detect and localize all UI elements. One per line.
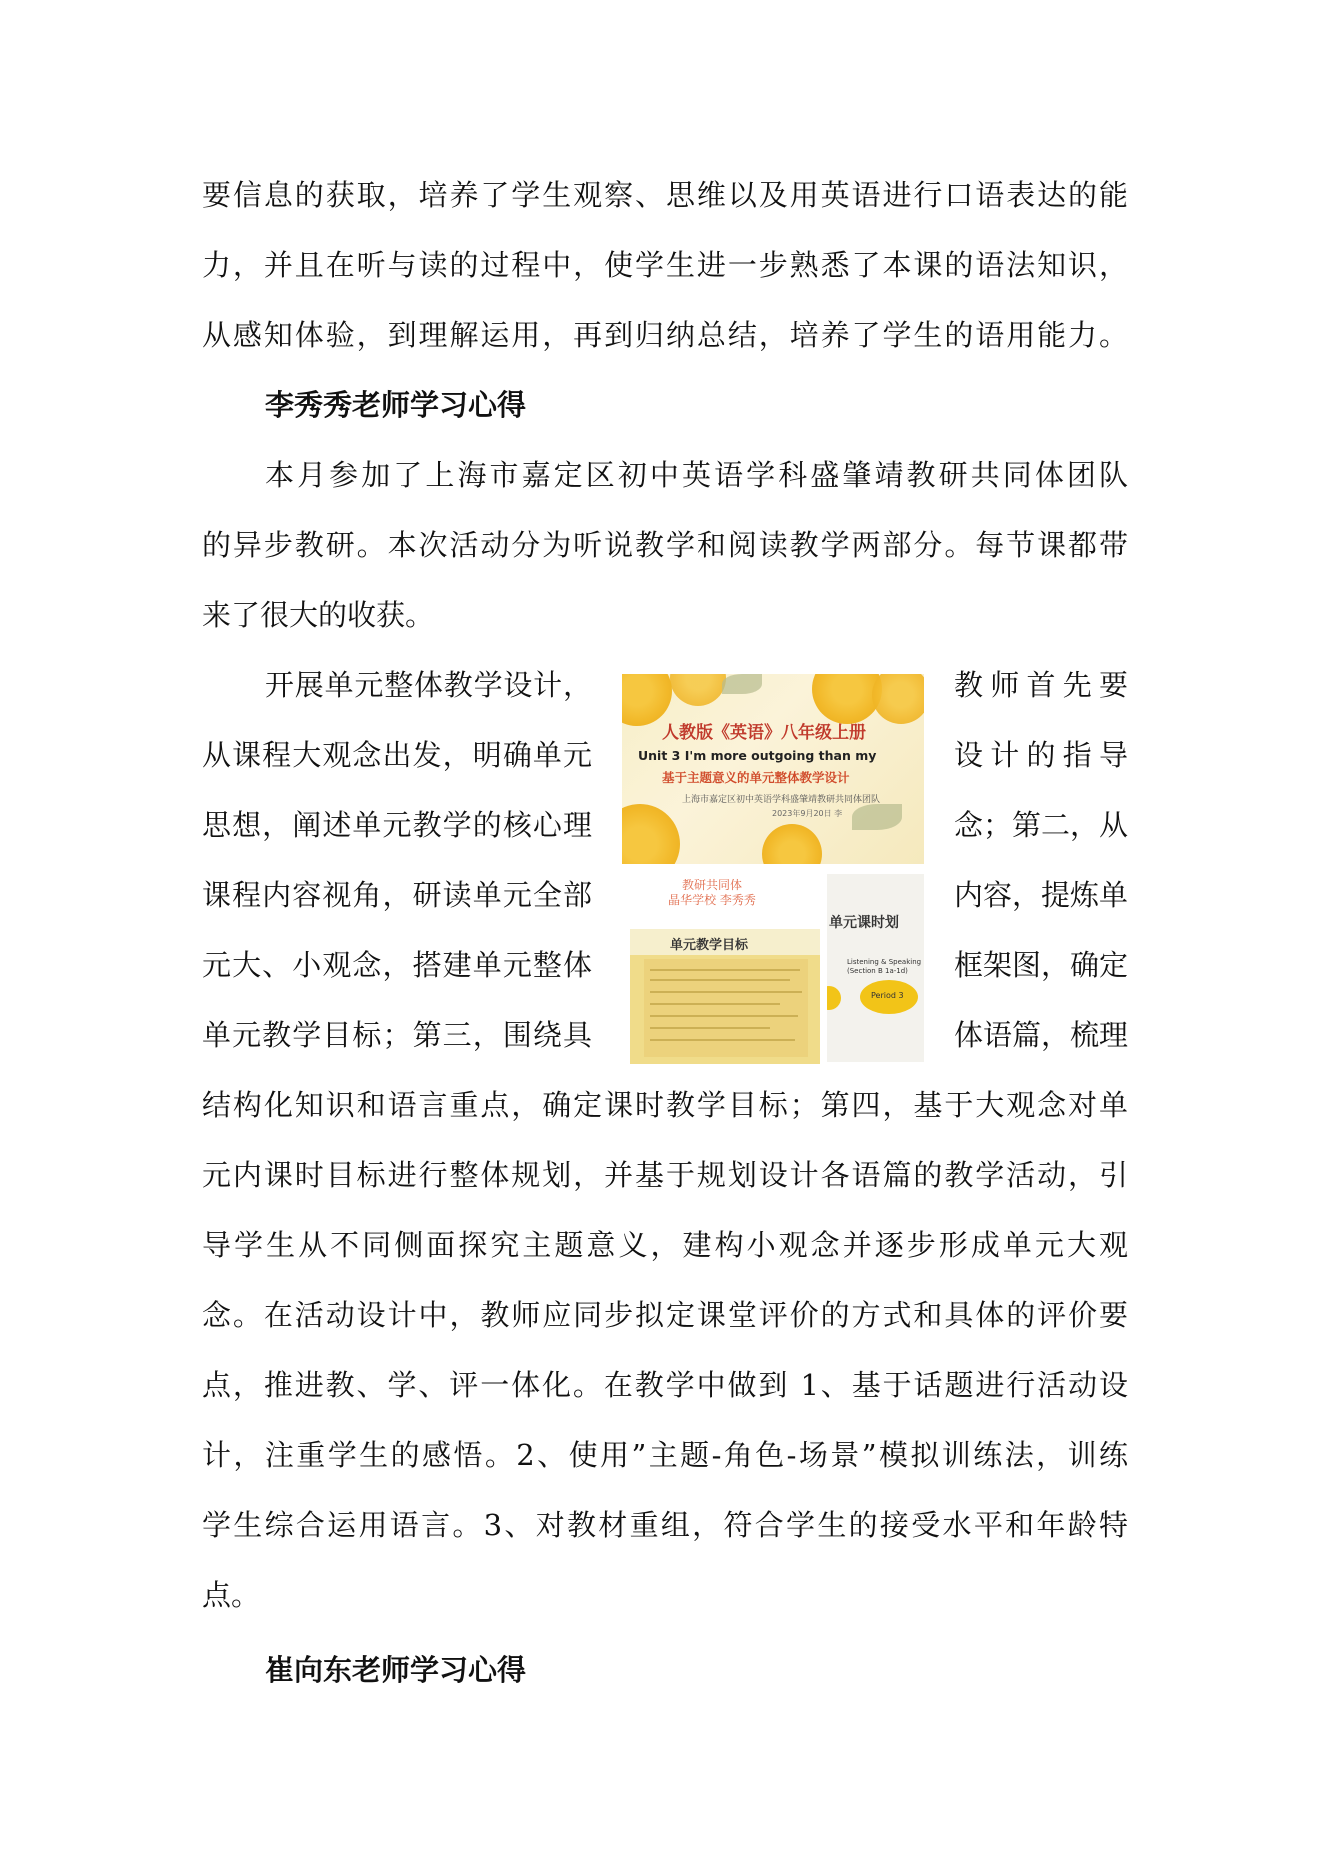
plan-section <box>847 958 921 976</box>
paragraph-3-wrapped-line-6: 单元教学目标；第三，围绕具 体语篇，梳理 <box>202 1018 1129 1052</box>
period-circle <box>827 986 841 1010</box>
plan-section-line-2: (Section B 1a-1d) <box>847 967 908 975</box>
flower-decoration <box>872 674 924 724</box>
paragraph-3-line-5: 点，推进教、学、评一体化。在教学中做到 1、基于话题进行活动设 <box>202 1368 1128 1402</box>
text-line-decoration <box>650 991 802 993</box>
cover-date: 2023年9月20日 李 <box>772 809 843 818</box>
paragraph-3-line-8: 点。 <box>202 1578 261 1612</box>
cover-title: 人教版《英语》八年级上册 <box>662 723 866 743</box>
caption-line-2: 晶华学校 李秀秀 <box>668 893 756 907</box>
plan-title: 单元课时划 <box>829 915 899 931</box>
paragraph-3-wrapped-line-3: 思想，阐述单元教学的核心理 念；第二，从 <box>202 808 1129 842</box>
flower-decoration <box>670 674 726 706</box>
paragraph-3-wrapped-line-2: 从课程大观念出发，明确单元 设计的指导 <box>202 738 1128 772</box>
paragraph-3-wrapped-line-5: 元大、小观念，搭建单元整体 框架图，确定 <box>202 948 1129 982</box>
photo-teaching-goals <box>630 929 820 1064</box>
paragraph-3-line-1: 结构化知识和语言重点，确定课时教学目标；第四，基于大观念对单 <box>202 1088 1128 1122</box>
text-line-decoration <box>650 1039 795 1041</box>
flower-decoration <box>762 824 822 864</box>
leaf-decoration <box>722 674 762 694</box>
text-line-decoration <box>650 1015 798 1017</box>
paragraph-1-line-1: 要信息的获取，培养了学生观察、思维以及用英语进行口语表达的能 <box>202 178 1128 212</box>
photo-lesson-plan <box>827 874 924 1062</box>
photo-course-cover <box>622 674 924 864</box>
paragraph-2-line-1: 本月参加了上海市嘉定区初中英语学科盛肇靖教研共同体团队 <box>265 458 1128 492</box>
paragraph-2-line-2: 的异步教研。本次活动分为听说教学和阅读教学两部分。每节课都带 <box>202 528 1128 562</box>
cover-subtitle: 基于主题意义的单元整体教学设计 <box>662 770 850 785</box>
text-line-decoration <box>650 979 790 981</box>
leaf-decoration <box>852 804 902 830</box>
cover-unit: Unit 3 I'm more outgoing than my <box>638 748 877 763</box>
cover-team: 上海市嘉定区初中英语学科盛肇靖教研共同体团队 <box>682 795 881 805</box>
paragraph-1-line-2: 力，并且在听与读的过程中，使学生进一步熟悉了本课的语法知识， <box>202 248 1128 282</box>
paragraph-3-wrapped-line-1: 开展单元整体教学设计， 教师首先要 <box>265 668 1128 702</box>
paragraph-1-line-3: 从感知体验，到理解运用，再到归纳总结，培养了学生的语用能力。 <box>202 318 1128 352</box>
goals-title: 单元教学目标 <box>670 938 749 953</box>
text-line-decoration <box>650 969 800 971</box>
flower-decoration <box>622 804 680 864</box>
goals-body <box>644 959 808 1057</box>
paragraph-2-line-3: 来了很大的收获。 <box>202 598 435 632</box>
paragraph-3-line-4: 念。在活动设计中，教师应同步拟定课堂评价的方式和具体的评价要 <box>202 1298 1128 1332</box>
section-heading-li: 李秀秀老师学习心得 <box>265 388 527 422</box>
plan-section-line-1: Listening & Speaking <box>847 958 922 966</box>
paragraph-3-line-7: 学生综合运用语言。3、对教材重组，符合学生的接受水平和年龄特 <box>202 1508 1128 1542</box>
section-heading-cui: 崔向东老师学习心得 <box>265 1653 527 1687</box>
paragraph-3-wrapped-line-4: 课程内容视角，研读单元全部 内容，提炼单 <box>202 878 1129 912</box>
paragraph-3-line-3: 导学生从不同侧面探究主题意义，建构小观念并逐步形成单元大观 <box>202 1228 1128 1262</box>
paragraph-3-line-2: 元内课时目标进行整体规划，并基于规划设计各语篇的教学活动，引 <box>202 1158 1128 1192</box>
photo-caption <box>652 878 772 908</box>
paragraph-3-line-6: 计，注重学生的感悟。2、使用”主题-角色-场景”模拟训练法，训练 <box>202 1438 1128 1472</box>
text-line-decoration <box>650 1027 770 1029</box>
plan-period: Period 3 <box>871 991 904 1000</box>
caption-line-1: 教研共同体 <box>681 878 742 892</box>
text-line-decoration <box>650 1003 780 1005</box>
